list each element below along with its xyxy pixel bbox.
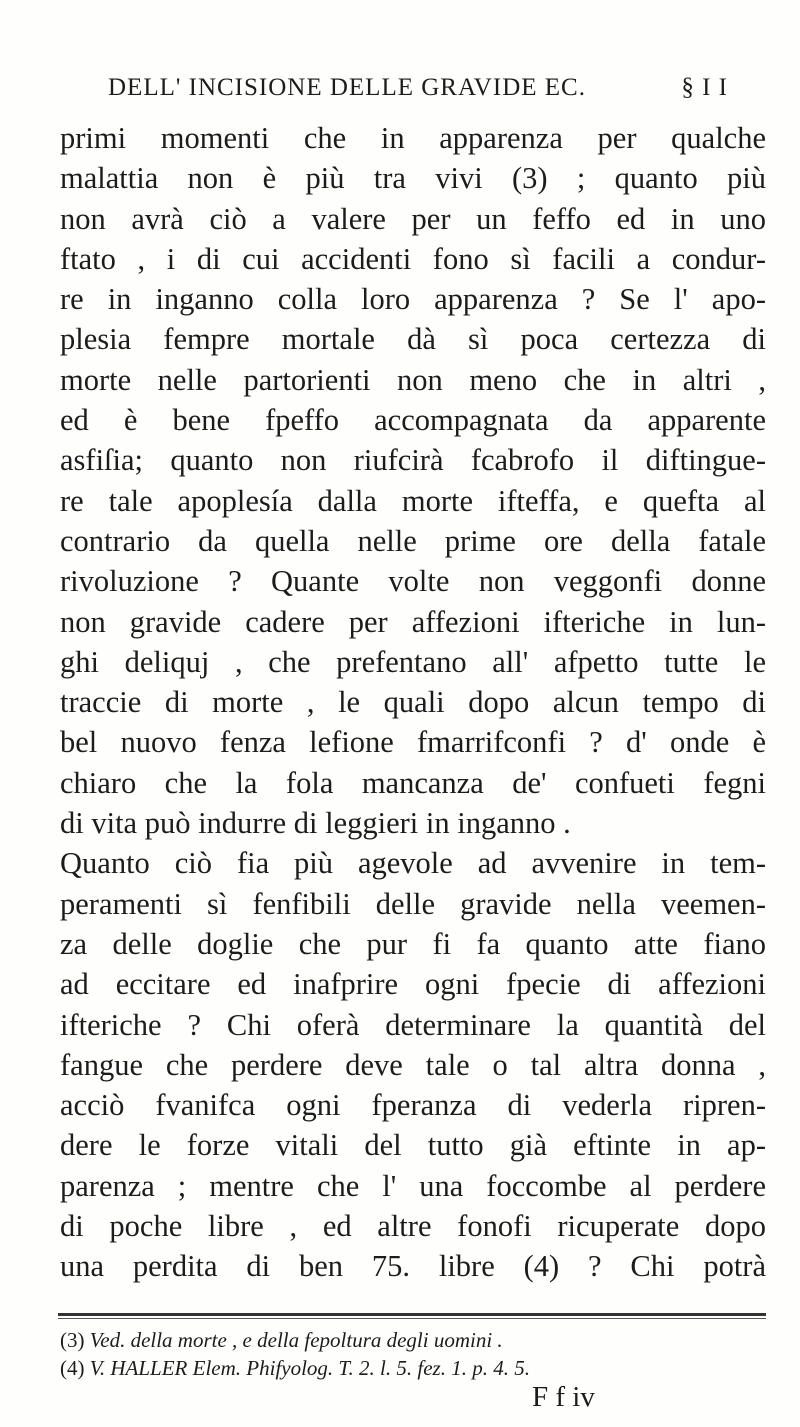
text-line: Quanto ciò fia più agevole ad avvenire in tem- bbox=[60, 846, 766, 881]
text-line: bel nuovo fenza lefione fmarrifconfi ? d' onde è bbox=[60, 725, 766, 760]
text-line: primi momenti che in apparenza per qualche bbox=[60, 121, 766, 155]
text-line: re in inganno colla loro apparenza ? Se l' apo- bbox=[60, 282, 766, 317]
text-line: parenza ; mentre che l' una foccombe al perdere bbox=[60, 1168, 766, 1203]
footnote-text: Ved. della morte , e della fepoltura degli uomini . bbox=[89, 1328, 503, 1352]
text-line: ghi deliquj , che prefentano all' afpetto tutte le bbox=[60, 644, 766, 679]
text-line: re tale apoplesía dalla morte ifteffa, e quefta al bbox=[60, 483, 766, 518]
text-line: asfiſia; quanto non riufcirà fcabrofo il diftingue- bbox=[60, 443, 766, 478]
signature-mark: F f iv bbox=[532, 1381, 595, 1413]
text-line: di vita può indurre di leggieri in inganno . bbox=[60, 806, 571, 841]
text-line: chiaro che la fola mancanza de' confueti fegni bbox=[60, 765, 766, 800]
footnote-separator-rule bbox=[58, 1313, 766, 1316]
text-line: fangue che perdere deve tale o tal altra donna , bbox=[60, 1047, 766, 1082]
running-head-title: DELL' INCISIONE DELLE GRAVIDE EC. bbox=[108, 74, 586, 101]
text-line: morte nelle partorienti non meno che in altri , bbox=[60, 362, 766, 397]
footnote-separator-rule-thin bbox=[58, 1318, 766, 1319]
text-line: di poche libre , ed altre fonofi ricuperate dopo bbox=[60, 1209, 766, 1244]
text-line: contrario da quella nelle prime ore della fatale bbox=[60, 523, 766, 558]
text-line: dere le forze vitali del tutto già eftinte in ap- bbox=[60, 1128, 766, 1163]
footnote-mark: (4) bbox=[60, 1356, 85, 1380]
text-line: una perdita di ben 75. libre (4) ? Chi potrà bbox=[60, 1249, 766, 1284]
text-line: non gravide cadere per affezioni ifteriche in lun- bbox=[60, 604, 766, 639]
body-text bbox=[60, 118, 766, 1287]
running-head bbox=[108, 74, 728, 110]
text-line: ifteriche ? Chi oferà determinare la quantità del bbox=[60, 1007, 766, 1042]
text-line: za delle doglie che pur fi fa quanto atte fiano bbox=[60, 926, 766, 961]
footnote bbox=[60, 1354, 766, 1382]
footnotes bbox=[60, 1326, 766, 1382]
text-line: ad eccitare ed inafprire ogni fpecie di affezioni bbox=[60, 967, 766, 1002]
text-line: peramenti sì fenfibili delle gravide nella veemen- bbox=[60, 886, 766, 921]
text-line: rivoluzione ? Quante volte non veggonfi donne bbox=[60, 564, 766, 599]
text-line: non avrà ciò a valere per un feffo ed in uno bbox=[60, 201, 766, 236]
text-line: plesia fempre mortale dà sì poca certezza di bbox=[60, 322, 766, 357]
text-line: ed è bene fpeffo accompagnata da apparente bbox=[60, 403, 766, 438]
footnote bbox=[60, 1326, 766, 1354]
page-number: § I I bbox=[681, 74, 728, 101]
text-line: acciò fvanifca ogni fperanza di vederla ripren- bbox=[60, 1088, 766, 1123]
text-line: malattia non è più tra vivi (3) ; quanto più bbox=[60, 161, 766, 196]
text-line: traccie di morte , le quali dopo alcun tempo di bbox=[60, 685, 766, 720]
footnote-text: V. HALLER Elem. Phifyolog. T. 2. l. 5. fez. 1. p. 4. 5. bbox=[89, 1356, 530, 1380]
text-line: ftato , i di cui accidenti fono sì facili a condur- bbox=[60, 241, 766, 276]
footnote-mark: (3) bbox=[60, 1328, 85, 1352]
